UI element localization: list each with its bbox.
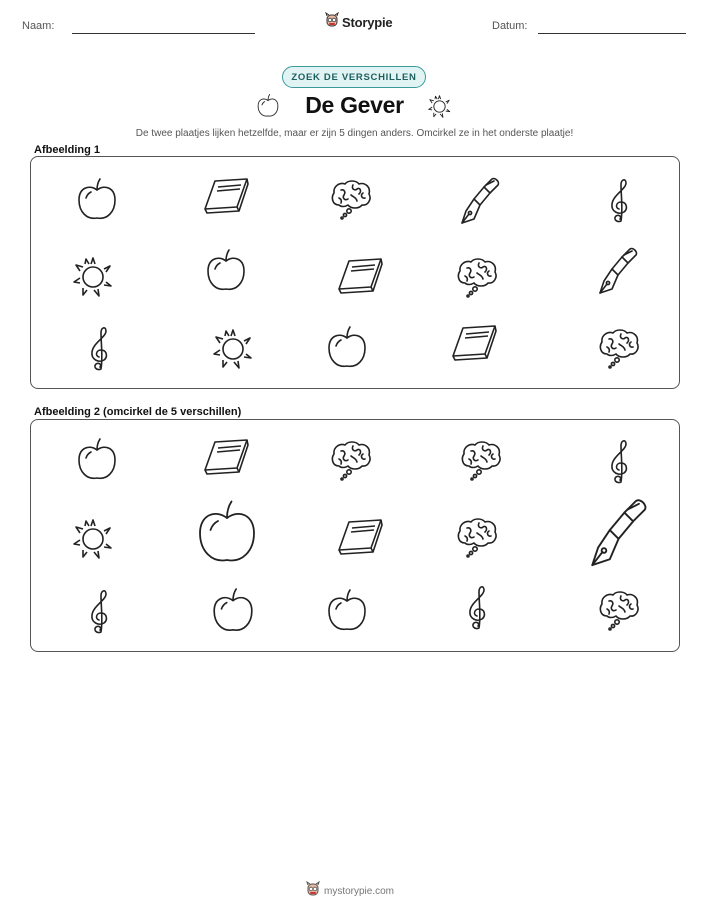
pen-icon[interactable]: [589, 498, 651, 568]
instructions: De twee plaatjes lijken hetzelfde, maar er zijn 5 dingen anders. Omcirkel ze in het onderste plaatje!: [135, 128, 574, 139]
apple-icon[interactable]: [197, 500, 257, 566]
treble-clef-icon[interactable]: [89, 588, 111, 634]
date-field[interactable]: [538, 33, 686, 34]
picture1-panel: [30, 156, 680, 389]
book-icon: [451, 322, 497, 362]
date-label: Datum:: [492, 20, 528, 32]
book-icon: [203, 175, 249, 215]
treble-clef-icon[interactable]: [609, 438, 631, 484]
apple-icon[interactable]: [327, 589, 367, 633]
brain-icon[interactable]: [459, 438, 503, 482]
brain-icon[interactable]: [329, 438, 373, 482]
book-icon[interactable]: [337, 516, 383, 556]
brain-icon: [597, 326, 641, 370]
sun-icon[interactable]: [71, 517, 115, 561]
footer-url[interactable]: mystorypie.com: [324, 886, 395, 897]
apple-icon: [327, 326, 367, 370]
brand-logo: [325, 12, 392, 33]
pen-icon: [598, 247, 640, 295]
mascot-icon: [325, 12, 339, 33]
brain-icon[interactable]: [455, 515, 499, 559]
apple-icon: [206, 249, 246, 293]
picture1-label: Afbeelding 1: [34, 144, 101, 156]
treble-clef-icon: [609, 177, 631, 223]
sun-icon: [211, 327, 255, 371]
brain-icon: [329, 177, 373, 221]
book-icon: [337, 255, 383, 295]
name-label: Naam:: [22, 20, 55, 32]
pen-icon: [460, 177, 502, 225]
apple-icon[interactable]: [77, 438, 117, 482]
page-title: De Gever: [305, 92, 404, 118]
treble-clef-icon[interactable]: [467, 584, 489, 630]
sun-icon: [71, 255, 115, 299]
brain-icon[interactable]: [597, 588, 641, 632]
name-field[interactable]: [72, 33, 255, 34]
apple-icon: [77, 178, 117, 222]
mascot-icon: [306, 881, 320, 902]
sun-icon: [427, 94, 452, 124]
picture2-label: Afbeelding 2 (omcirkel de 5 verschillen): [34, 406, 242, 418]
picture2-panel[interactable]: [30, 419, 680, 652]
apple-icon[interactable]: [212, 588, 254, 634]
treble-clef-icon: [89, 325, 111, 371]
activity-badge: ZOEK DE VERSCHILLEN: [282, 66, 426, 88]
footer: [306, 881, 394, 902]
brand-name: Storypie: [342, 15, 393, 30]
brain-icon: [455, 255, 499, 299]
book-icon[interactable]: [203, 436, 249, 476]
